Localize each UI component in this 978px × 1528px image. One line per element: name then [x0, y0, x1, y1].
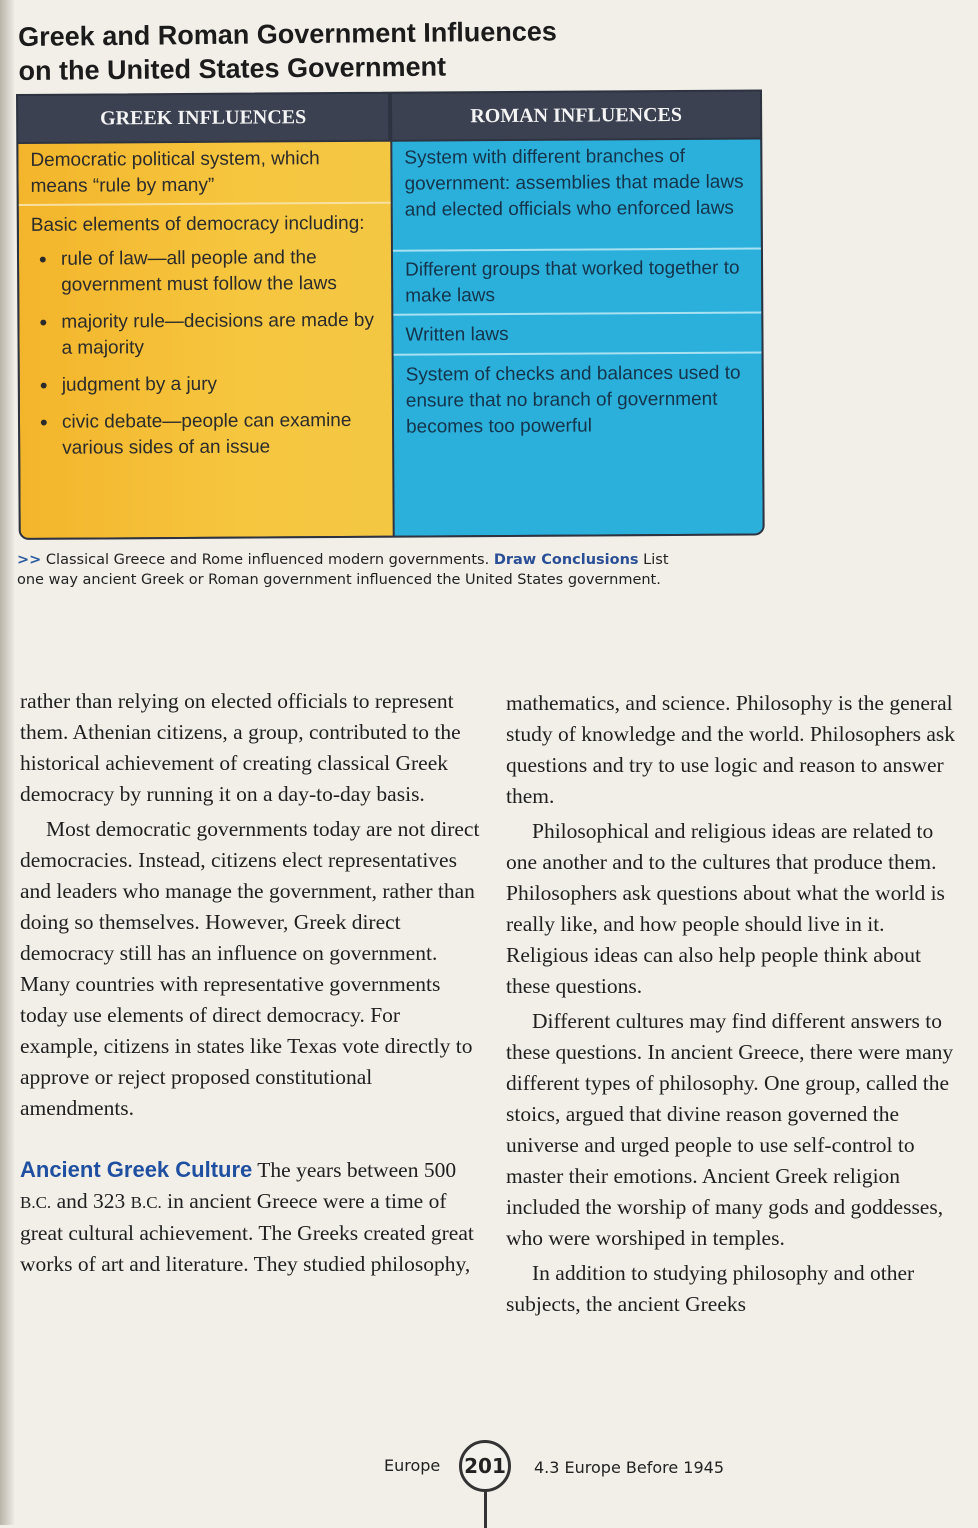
body-column-left — [20, 686, 480, 1280]
bullet-majority-rule: • majority rule—decisions are made by a majority — [61, 308, 379, 362]
roman-influences-column — [392, 139, 762, 535]
greek-item-democratic-system: Democratic political system, which means “rule by many” — [18, 142, 390, 206]
page-number: 201 — [459, 1440, 511, 1492]
right-paragraph-1: mathematics, and science. Philosophy is the general study of knowledge and the world. Philosophers ask questions and try to use logic and reason to answer them. — [506, 691, 956, 808]
section-heading-ancient-greek-culture: Ancient Greek Culture — [20, 1157, 253, 1182]
influences-table — [16, 89, 765, 540]
roman-item-checks-balances: System of checks and balances used to ensure that no branch of government becomes too powerful — [405, 362, 741, 438]
greek-influences-header: GREEK INFLUENCES — [18, 94, 388, 142]
bc-abbrev-2: B.C. — [130, 1193, 162, 1212]
caption-prompt: List one way ancient Greek or Roman government influenced the United States government. — [17, 552, 669, 588]
roman-item-written-laws: Written laws — [393, 315, 761, 355]
footer-section-label: 4.3 Europe Before 1945 — [534, 1458, 724, 1477]
caption-text: Classical Greece and Rome influenced modern governments. — [45, 552, 490, 568]
roman-item-branches: System with different branches of government: assemblies that made laws and elected officials who enforced laws — [392, 139, 761, 251]
right-paragraph-2: Philosophical and religious ideas are related to one another and to the cultures that produce them. Philosophers ask questions about what the world is really like, and how people should live in it. Religious ideas can also help people think about these questions. — [506, 819, 945, 998]
roman-influences-header: ROMAN INFLUENCES — [392, 91, 760, 139]
democracy-elements-list — [31, 245, 380, 462]
bc-abbrev-1: B.C. — [20, 1193, 52, 1212]
body-column-right — [506, 688, 966, 1320]
left-p3-part-c: in ancient Greece were a time of great cultural achievement. The Greeks created great works of art and literature. They studied philosophy, — [20, 1189, 474, 1276]
infographic-title — [18, 14, 639, 88]
page-number-stem — [484, 1492, 487, 1528]
right-paragraph-3: Different cultures may find different answers to these questions. In ancient Greece, there were many different types of philosophy. One group, called the stoics, argued that divine reason governed the universe and urged people to use self-control to master their emotions. Ancient Greek religion included the worship of many gods and goddesses, who were worshiped in temples. — [506, 1009, 954, 1250]
title-line-1: Greek and Roman Government Influences — [18, 16, 557, 52]
greek-basic-elements-intro: Basic elements of democracy including: — [30, 212, 365, 236]
right-paragraph-4: In addition to studying philosophy and other subjects, the ancient Greeks — [506, 1261, 915, 1316]
left-p3-part-b: and 323 — [56, 1189, 126, 1213]
greek-item-basic-elements — [19, 206, 393, 538]
bullet-rule-of-law: • rule of law—all people and the government must follow the laws — [61, 245, 379, 299]
title-line-2: on the United States Government — [18, 51, 447, 86]
footer-unit-label: Europe — [384, 1456, 441, 1475]
page-footer — [0, 1440, 978, 1500]
greek-influences-column — [18, 142, 392, 538]
roman-item-groups: Different groups that worked together to make laws — [393, 251, 761, 315]
left-paragraph-3 — [20, 1154, 480, 1280]
bullet-jury: • judgment by a jury — [62, 371, 380, 399]
draw-conclusions-label: Draw Conclusions — [493, 552, 639, 568]
bullet-civic-debate: • civic debate—people can examine various sides of an issue — [62, 408, 380, 462]
page-edge-shadow — [0, 0, 14, 1525]
figure-caption — [17, 550, 677, 590]
left-paragraph-1: rather than relying on elected officials to represent them. Athenian citizens, a group, contributed to the historical achievement of creating classical Greek democracy by running it on a day-to-day basis. — [20, 689, 461, 806]
caption-marker: >> — [17, 552, 42, 568]
left-p3-part-a: The years between 500 — [257, 1158, 457, 1182]
left-paragraph-2: Most democratic governments today are not direct democracies. Instead, citizens elect representatives and leaders who manage the government, rather than doing so themselves. However, Greek direct democracy still has an influence on government. Many countries with representative governments today use elements of direct democracy. For example, citizens in states like Texas vote directly to approve or reject proposed constitutional amendments. — [20, 817, 480, 1120]
